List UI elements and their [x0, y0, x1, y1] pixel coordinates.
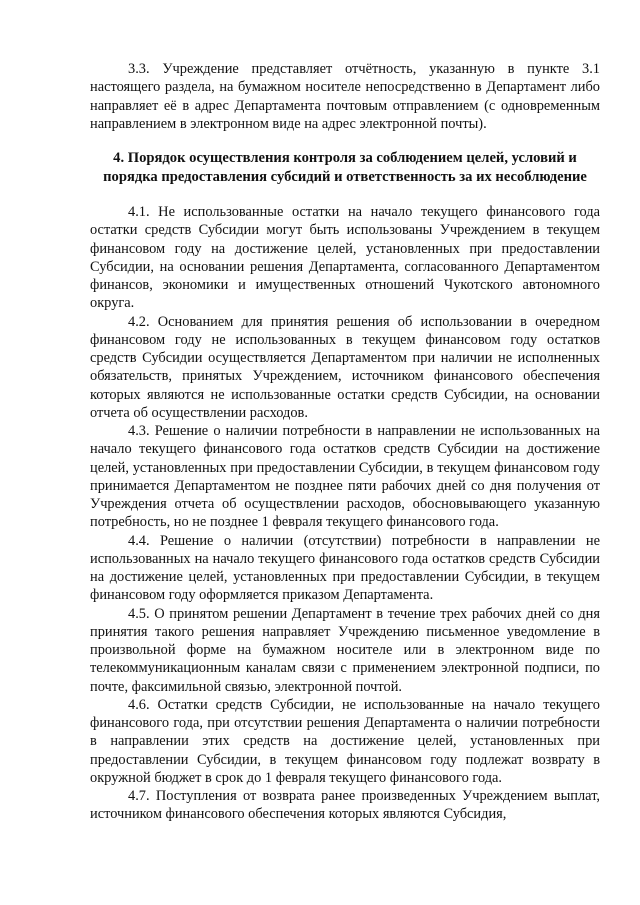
document-page — [90, 60, 600, 824]
paragraph-4-4: 4.4. Решение о наличии (отсутствии) потребности в направлении не использованных на начало текущего финансового года остатков средств Субсидии на достижение целей, установленных при предоставлении Субсидии, в текущем финансовом году оформляется приказом Департамента. — [90, 532, 600, 604]
paragraph-4-7: 4.7. Поступления от возврата ранее произведенных Учреждением выплат, источником финансового обеспечения которых являются Субсидия, — [90, 788, 600, 823]
paragraph-4-1: 4.1. Не использованные остатки на начало текущего финансового года остатки средств Субсидии могут быть использованы Учреждением в текущем финансовом году на достижение целей, установленных при предоставлении Субсидии, на основании решения Департамента, согласованного Департаментом финансов, экономики и имущественных отношений Чукотского автономного округа. — [90, 204, 600, 312]
paragraph-4-6: 4.6. Остатки средств Субсидии, не использованные на начало текущего финансового года, при отсутствии решения Департамента о наличии потребности в направлении этих средств на достижение целей, установленных при предоставлении Субсидии, в текущем финансовом году подлежат возврату в окружной бюджет в срок до 1 февраля текущего финансового года. — [90, 696, 600, 786]
paragraph-4-5: 4.5. О принятом решении Департамент в течение трех рабочих дней со дня принятия такого решения направляет Учреждению письменное уведомление в произвольной форме на бумажном носителе или в электронном виде по телекоммуникационным каналам связи с применением электронной подписи, по почте, факсимильной связью, электронной почтой. — [90, 605, 600, 695]
section-4-heading — [90, 149, 600, 186]
section-4-heading-line-2: порядка предоставления субсидий и ответственность за их несоблюдение — [103, 168, 587, 185]
paragraph-3-3: 3.3. Учреждение представляет отчётность, указанную в пункте 3.1 настоящего раздела, на бумажном носителе непосредственно в Департамент либо направляет её в адрес Департамента почтовым отправлением (с одновременным направлением в электронном виде на адрес электронной почты). — [90, 61, 600, 132]
section-4-heading-line-1: 4. Порядок осуществления контроля за соблюдением целей, условий и — [113, 150, 577, 166]
paragraph-4-3: 4.3. Решение о наличии потребности в направлении не использованных на начало текущего финансового года остатков средств Субсидии на достижение целей, установленных при предоставлении Субсидии, в текущем финансовом году принимается Департаментом не позднее пяти рабочих дней со дня получения от Учреждения отчета об осуществлении расходов, обосновывающего указанную потребность, но не позднее 1 февраля текущего финансового года. — [90, 423, 600, 531]
paragraph-4-2: 4.2. Основанием для принятия решения об использовании в очередном финансовом году не использованных в текущем финансовом году остатков средств Субсидии осуществляется Департаментом при наличии не исполненных обязательств, принятых Учреждением, источником финансового обеспечения которых являются не использованные остатки средств Субсидии, на основании отчета об осуществлении расходов. — [90, 313, 600, 421]
